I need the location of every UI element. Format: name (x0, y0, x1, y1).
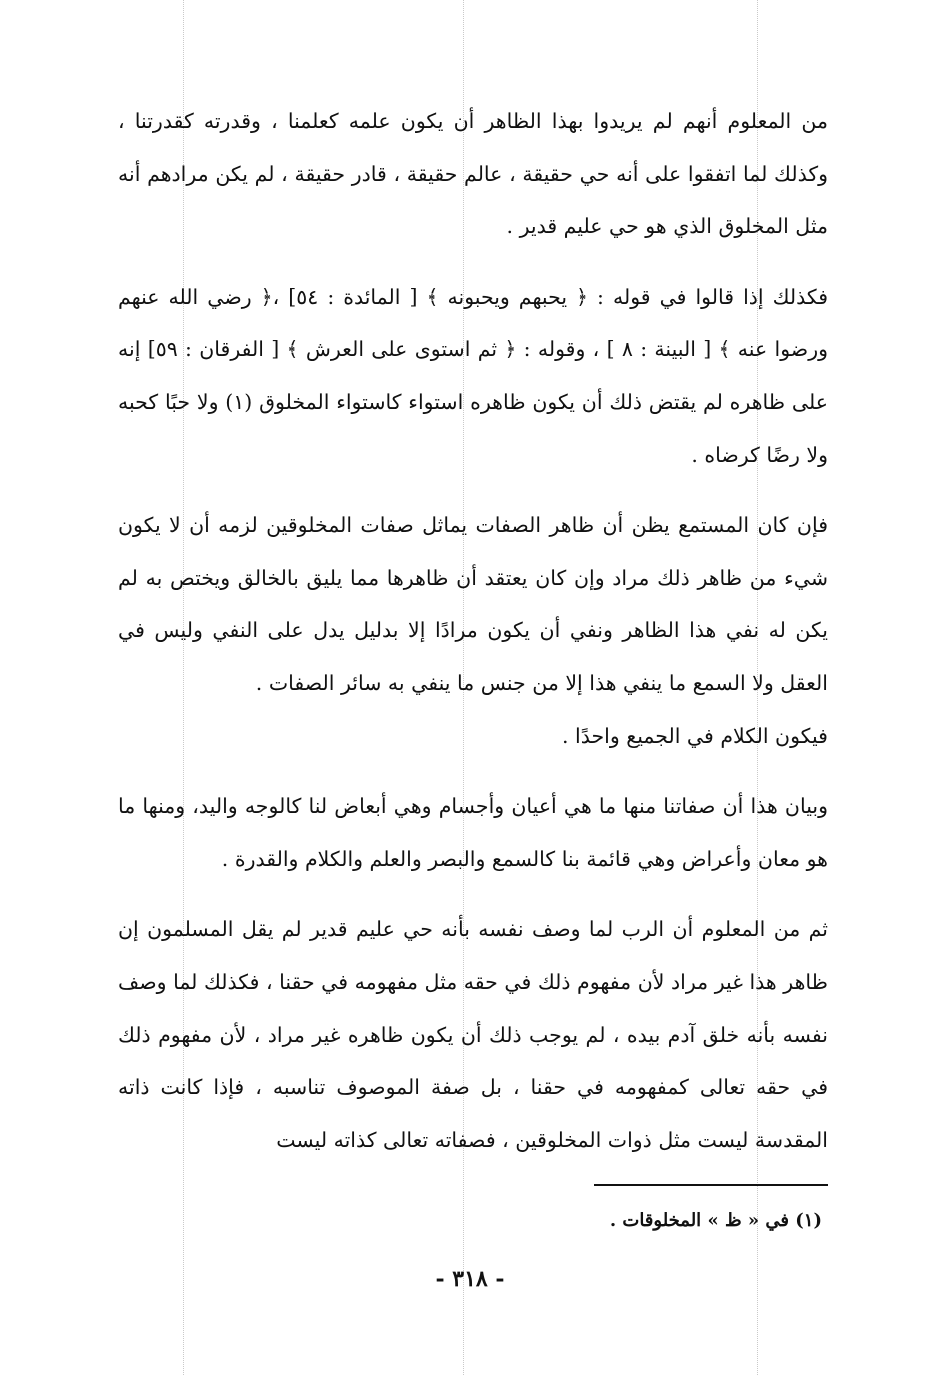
paragraph-6: ثم من المعلوم أن الرب لما وصف نفسه بأنه حي عليم قدير لم يقل المسلمون إن ظاهر هذا غير مراد لأن مفهوم ذلك في حقه مثل مفهومه في حقنا ، فكذلك لما وصف نفسه بأنه خلق آدم بيده ، لم يوجب ذلك أن يكون ظاهره غير مراد ، لأن مفهوم ذلك في حقه تعالى كمفهومه في حقنا ، بل صفة الموصوف تناسبه ، فإذا كانت ذاته المقدسة ليست مثل ذوات المخلوقين ، فصفاته تعالى كذاته ليست (118, 917, 828, 1152)
paragraph-3: فإن كان المستمع يظن أن ظاهر الصفات يماثل صفات المخلوقين لزمه أن لا يكون شيء من ظاهر ذلك مراد وإن كان يعتقد أن ظاهرها مما يليق بالخالق ويختص به لم يكن له نفي هذا الظاهر ونفي أن يكون مرادًا إلا بدليل يدل على النفي وليس في العقل ولا السمع ما ينفي هذا إلا من جنس ما ينفي به سائر الصفات . (118, 513, 828, 695)
body-text (118, 95, 828, 1166)
page-number: - ٣١٨ - (435, 1266, 505, 1292)
footnote-divider (594, 1184, 828, 1186)
paragraph-5: وبيان هذا أن صفاتنا منها ما هي أعيان وأجسام وهي أبعاض لنا كالوجه واليد، ومنها ما هو معان وأعراض وهي قائمة بنا كالسمع والبصر والعلم والكلام والقدرة . (118, 794, 828, 871)
footnote: (١) في « ظ » المخلوقات . (609, 1210, 822, 1231)
paragraph-2: فكذلك إذا قالوا في قوله : ﴿ يحبهم ويحبونه ﴾ [ المائدة : ٥٤] ،﴿ رضي الله عنهم ورضوا عنه ﴾ [ البينة : ٨ ] ، وقوله : ﴿ ثم استوى على العرش ﴾ [ الفرقان : ٥٩] إنه على ظاهره لم يقتض ذلك أن يكون ظاهره استواء كاستواء المخلوق (١) ولا حبًا كحبه ولا رضًا كرضاه . (118, 284, 828, 467)
paragraph-1: من المعلوم أنهم لم يريدوا بهذا الظاهر أن يكون علمه كعلمنا ، وقدرته كقدرتنا ، وكذلك لما اتفقوا على أنه حي حقيقة ، عالم حقيقة ، قادر حقيقة ، لم يكن مرادهم أنه مثل المخلوق الذي هو حي عليم قدير . (118, 109, 828, 239)
paragraph-4: فيكون الكلام في الجميع واحدًا . (562, 723, 828, 748)
